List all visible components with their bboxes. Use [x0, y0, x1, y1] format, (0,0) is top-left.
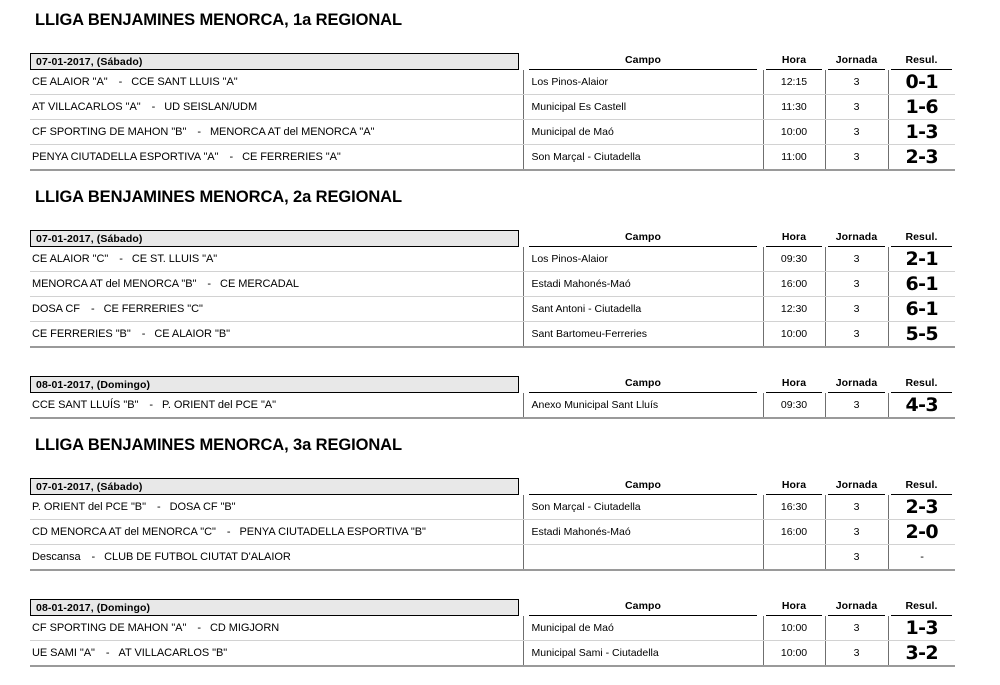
- campo-cell: [523, 545, 763, 571]
- fixture-block: [0, 226, 1000, 348]
- column-header-jornada: Jornada: [828, 53, 885, 70]
- jornada-header-cell: [825, 372, 888, 393]
- home-team: DOSA CF: [32, 303, 80, 315]
- resul-cell: [888, 495, 955, 520]
- fixture-block: [0, 595, 1000, 667]
- campo-value: Son Marçal - Ciutadella: [531, 501, 641, 513]
- jornada-value: 3: [853, 278, 860, 290]
- fixture-block: [0, 49, 1000, 171]
- resul-cell: [888, 641, 955, 667]
- table-row: [30, 297, 955, 322]
- match-cell: [30, 393, 523, 418]
- date-badge: 07-01-2017, (Sábado): [30, 478, 519, 495]
- home-team: CE FERRERIES "B": [32, 328, 131, 340]
- column-header-hora: Hora: [766, 599, 822, 616]
- match-cell: [30, 95, 523, 120]
- vs-separator: -: [141, 328, 146, 340]
- home-team: UE SAMI "A": [32, 647, 95, 659]
- column-header-campo: Campo: [529, 53, 757, 70]
- campo-cell: [523, 247, 763, 272]
- table-row: [30, 95, 955, 120]
- column-header-resul: Resul.: [891, 478, 952, 495]
- resul-cell: [888, 272, 955, 297]
- campo-cell: [523, 95, 763, 120]
- jornada-value: 3: [853, 622, 860, 634]
- result-score: 0-1: [905, 71, 939, 93]
- vs-separator: -: [197, 126, 201, 138]
- resul-cell: [888, 616, 955, 641]
- away-team: P. ORIENT del PCE "A": [161, 399, 276, 411]
- column-header-jornada: Jornada: [828, 599, 885, 616]
- resul-cell: [888, 520, 955, 545]
- campo-value: Estadi Mahonés-Maó: [531, 278, 631, 290]
- jornada-value: 3: [853, 303, 860, 315]
- hora-header-cell: [763, 372, 825, 393]
- vs-separator: -: [197, 622, 201, 634]
- hora-value: 11:30: [781, 101, 807, 113]
- table-row: [30, 272, 955, 297]
- jornada-header-cell: [825, 49, 888, 70]
- campo-cell: [523, 520, 763, 545]
- vs-separator: -: [226, 526, 231, 538]
- match-cell: [30, 297, 523, 322]
- date-badge: 08-01-2017, (Domingo): [30, 376, 519, 393]
- result-score: 2-3: [905, 496, 939, 518]
- jornada-cell: [825, 520, 888, 545]
- jornada-value: 3: [853, 328, 860, 340]
- campo-value: Sant Bartomeu-Ferreries: [531, 328, 648, 340]
- hora-value: 09:30: [780, 253, 808, 265]
- home-team: CD MENORCA AT del MENORCA "C": [32, 526, 216, 538]
- table-row: [30, 520, 955, 545]
- jornada-value: 3: [853, 76, 860, 88]
- jornada-cell: [825, 247, 888, 272]
- campo-value: Municipal de Maó: [531, 126, 614, 138]
- table-row: [30, 322, 955, 348]
- resul-cell: [888, 70, 955, 95]
- resul-header-cell: [888, 49, 955, 70]
- campo-value: Los Pinos-Alaior: [531, 76, 608, 88]
- match-cell: [30, 520, 523, 545]
- hora-cell: [763, 70, 825, 95]
- result-score: 6-1: [905, 298, 939, 320]
- resul-cell: [888, 297, 955, 322]
- campo-cell: [523, 641, 763, 667]
- campo-cell: [523, 70, 763, 95]
- column-header-resul: Resul.: [891, 376, 952, 393]
- campo-value: Municipal de Maó: [531, 622, 614, 634]
- away-team: CE ST. LLUIS "A": [131, 253, 218, 265]
- jornada-cell: [825, 495, 888, 520]
- league-title: LLIGA BENJAMINES MENORCA, 2a REGIONAL: [35, 188, 402, 206]
- column-header-hora: Hora: [766, 230, 822, 247]
- home-team: CE ALAIOR "C": [32, 253, 109, 265]
- home-team: CE ALAIOR "A": [32, 76, 108, 88]
- date-header-cell: [30, 595, 523, 616]
- match-cell: [30, 616, 523, 641]
- column-header-jornada: Jornada: [828, 478, 885, 495]
- resul-cell: [888, 393, 955, 418]
- hora-cell: [763, 616, 825, 641]
- vs-separator: -: [119, 253, 123, 265]
- campo-cell: [523, 495, 763, 520]
- jornada-value: 3: [853, 151, 860, 163]
- away-team: UD SEISLAN/UDM: [164, 101, 258, 113]
- resul-header-cell: [888, 474, 955, 495]
- resul-header-cell: [888, 372, 955, 393]
- column-header-jornada: Jornada: [828, 376, 885, 393]
- campo-value: Los Pinos-Alaior: [531, 253, 608, 265]
- hora-cell: [763, 495, 825, 520]
- jornada-cell: [825, 545, 888, 571]
- jornada-value: 3: [853, 126, 860, 138]
- column-header-campo: Campo: [529, 230, 757, 247]
- column-header-jornada: Jornada: [828, 230, 885, 247]
- jornada-cell: [825, 297, 888, 322]
- hora-cell: [763, 95, 825, 120]
- table-row: [30, 70, 955, 95]
- match-cell: [30, 120, 523, 145]
- hora-cell: [763, 272, 825, 297]
- jornada-cell: [825, 95, 888, 120]
- fixtures-table: [30, 49, 955, 171]
- resul-cell: [888, 120, 955, 145]
- jornada-cell: [825, 120, 888, 145]
- column-header-hora: Hora: [766, 376, 822, 393]
- jornada-value: 3: [853, 253, 860, 265]
- result-score: 1-6: [905, 96, 939, 118]
- table-row: [30, 247, 955, 272]
- campo-header-cell: [523, 49, 763, 70]
- hora-value: 10:00: [780, 328, 808, 340]
- vs-separator: -: [156, 501, 161, 513]
- match-cell: [30, 247, 523, 272]
- match-cell: [30, 641, 523, 667]
- vs-separator: -: [207, 278, 212, 290]
- vs-separator: -: [149, 399, 153, 411]
- hora-value: 16:00: [780, 278, 808, 290]
- table-row: [30, 495, 955, 520]
- away-team: CE MERCADAL: [220, 278, 299, 290]
- campo-cell: [523, 272, 763, 297]
- result-score: 2-0: [905, 521, 939, 543]
- away-team: CD MIGJORN: [209, 622, 280, 634]
- hora-cell: [763, 120, 825, 145]
- result-score: 2-3: [905, 146, 939, 168]
- hora-value: 10:00: [780, 622, 808, 634]
- hora-value: 16:30: [780, 501, 808, 513]
- result-score: 3-2: [905, 642, 939, 664]
- campo-header-cell: [523, 372, 763, 393]
- home-team: MENORCA AT del MENORCA "B": [32, 278, 197, 290]
- hora-header-cell: [763, 595, 825, 616]
- campo-cell: [523, 297, 763, 322]
- campo-cell: [523, 322, 763, 348]
- match-cell: [30, 545, 523, 571]
- vs-separator: -: [91, 551, 96, 563]
- result-score: -: [920, 551, 924, 563]
- campo-cell: [523, 120, 763, 145]
- hora-value: 10:00: [780, 647, 808, 659]
- table-row: [30, 120, 955, 145]
- column-header-campo: Campo: [529, 599, 757, 616]
- table-row: [30, 616, 955, 641]
- campo-header-cell: [523, 226, 763, 247]
- vs-separator: -: [105, 647, 110, 659]
- jornada-value: 3: [853, 526, 860, 538]
- campo-cell: [523, 393, 763, 418]
- hora-cell: [763, 145, 825, 171]
- resul-header-cell: [888, 595, 955, 616]
- table-row: [30, 393, 955, 418]
- date-header-cell: [30, 474, 523, 495]
- date-badge: 07-01-2017, (Sábado): [30, 53, 519, 70]
- away-team: PENYA CIUTADELLA ESPORTIVA "B": [239, 526, 426, 538]
- league-title: LLIGA BENJAMINES MENORCA, 1a REGIONAL: [35, 11, 402, 29]
- hora-header-cell: [763, 226, 825, 247]
- home-team: Descansa: [32, 551, 81, 563]
- hora-cell: [763, 322, 825, 348]
- hora-value: 11:00: [781, 151, 807, 163]
- fixtures-table: [30, 226, 955, 348]
- resul-header-cell: [888, 226, 955, 247]
- jornada-cell: [825, 322, 888, 348]
- jornada-value: 3: [853, 501, 860, 513]
- result-score: 5-5: [905, 323, 939, 345]
- result-score: 1-3: [905, 617, 939, 639]
- date-badge: 08-01-2017, (Domingo): [30, 599, 519, 616]
- jornada-cell: [825, 641, 888, 667]
- hora-value: 10:00: [780, 126, 808, 138]
- hora-cell: [763, 247, 825, 272]
- jornada-cell: [825, 616, 888, 641]
- home-team: PENYA CIUTADELLA ESPORTIVA "A": [32, 151, 219, 163]
- hora-value: 09:30: [780, 399, 808, 411]
- column-header-campo: Campo: [529, 478, 757, 495]
- fixture-block: [0, 372, 1000, 419]
- campo-cell: [523, 145, 763, 171]
- date-header-cell: [30, 49, 523, 70]
- table-header-row: [30, 49, 955, 70]
- hora-cell: [763, 297, 825, 322]
- campo-header-cell: [523, 595, 763, 616]
- table-header-row: [30, 226, 955, 247]
- jornada-header-cell: [825, 226, 888, 247]
- home-team: P. ORIENT del PCE "B": [32, 501, 146, 513]
- table-row: [30, 641, 955, 667]
- hora-cell: [763, 520, 825, 545]
- table-row: [30, 145, 955, 171]
- campo-value: Anexo Municipal Sant Lluís: [531, 399, 659, 411]
- hora-header-cell: [763, 49, 825, 70]
- away-team: CCE SANT LLUIS "A": [131, 76, 238, 88]
- resul-cell: [888, 545, 955, 571]
- away-team: AT VILLACARLOS "B": [118, 647, 228, 659]
- resul-cell: [888, 95, 955, 120]
- campo-cell: [523, 616, 763, 641]
- jornada-value: 3: [853, 647, 860, 659]
- hora-cell: [763, 641, 825, 667]
- column-header-hora: Hora: [766, 478, 822, 495]
- hora-cell: [763, 393, 825, 418]
- result-score: 1-3: [905, 121, 939, 143]
- column-header-campo: Campo: [529, 376, 757, 393]
- fixture-block: [0, 474, 1000, 571]
- away-team: CE FERRERIES "A": [242, 151, 341, 163]
- home-team: CF SPORTING DE MAHON "B": [32, 126, 187, 138]
- match-cell: [30, 322, 523, 348]
- hora-value: 12:15: [780, 76, 808, 88]
- campo-value: Municipal Es Castell: [531, 101, 627, 113]
- result-score: 4-3: [905, 394, 939, 416]
- home-team: AT VILLACARLOS "A": [32, 101, 141, 113]
- fixtures-table: [30, 595, 955, 667]
- home-team: CF SPORTING DE MAHON "A": [32, 622, 187, 634]
- hora-value: 16:00: [780, 526, 808, 538]
- jornada-header-cell: [825, 474, 888, 495]
- league-title: LLIGA BENJAMINES MENORCA, 3a REGIONAL: [35, 436, 402, 454]
- vs-separator: -: [229, 151, 234, 163]
- jornada-cell: [825, 272, 888, 297]
- resul-cell: [888, 145, 955, 171]
- campo-header-cell: [523, 474, 763, 495]
- fixtures-table: [30, 372, 955, 419]
- match-cell: [30, 272, 523, 297]
- column-header-resul: Resul.: [891, 230, 952, 247]
- fixtures-table: [30, 474, 955, 571]
- result-score: 6-1: [905, 273, 939, 295]
- date-header-cell: [30, 372, 523, 393]
- jornada-value: 3: [853, 551, 860, 563]
- campo-value: Estadi Mahonés-Maó: [531, 526, 631, 538]
- column-header-resul: Resul.: [891, 53, 952, 70]
- hora-header-cell: [763, 474, 825, 495]
- jornada-value: 3: [853, 399, 860, 411]
- away-team: MENORCA AT del MENORCA "A": [209, 126, 375, 138]
- table-row: [30, 545, 955, 571]
- table-header-row: [30, 372, 955, 393]
- campo-value: Municipal Sami - Ciutadella: [531, 647, 659, 659]
- match-cell: [30, 70, 523, 95]
- away-team: DOSA CF "B": [169, 501, 236, 513]
- column-header-hora: Hora: [766, 53, 822, 70]
- home-team: CCE SANT LLUÍS "B": [32, 399, 139, 411]
- column-header-resul: Resul.: [891, 599, 952, 616]
- match-cell: [30, 495, 523, 520]
- jornada-cell: [825, 70, 888, 95]
- jornada-cell: [825, 393, 888, 418]
- match-cell: [30, 145, 523, 171]
- resul-cell: [888, 247, 955, 272]
- table-header-row: [30, 595, 955, 616]
- hora-cell: [763, 545, 825, 571]
- away-team: CLUB DE FUTBOL CIUTAT D'ALAIOR: [104, 551, 291, 563]
- campo-value: Son Marçal - Ciutadella: [531, 151, 641, 163]
- vs-separator: -: [151, 101, 156, 113]
- result-score: 2-1: [905, 248, 939, 270]
- date-header-cell: [30, 226, 523, 247]
- jornada-header-cell: [825, 595, 888, 616]
- vs-separator: -: [118, 76, 123, 88]
- date-badge: 07-01-2017, (Sábado): [30, 230, 519, 247]
- jornada-cell: [825, 145, 888, 171]
- hora-value: 12:30: [780, 303, 808, 315]
- jornada-value: 3: [853, 101, 860, 113]
- campo-value: Sant Antoni - Ciutadella: [531, 303, 642, 315]
- vs-separator: -: [90, 303, 95, 315]
- away-team: CE ALAIOR "B": [154, 328, 230, 340]
- table-header-row: [30, 474, 955, 495]
- away-team: CE FERRERIES "C": [103, 303, 203, 315]
- resul-cell: [888, 322, 955, 348]
